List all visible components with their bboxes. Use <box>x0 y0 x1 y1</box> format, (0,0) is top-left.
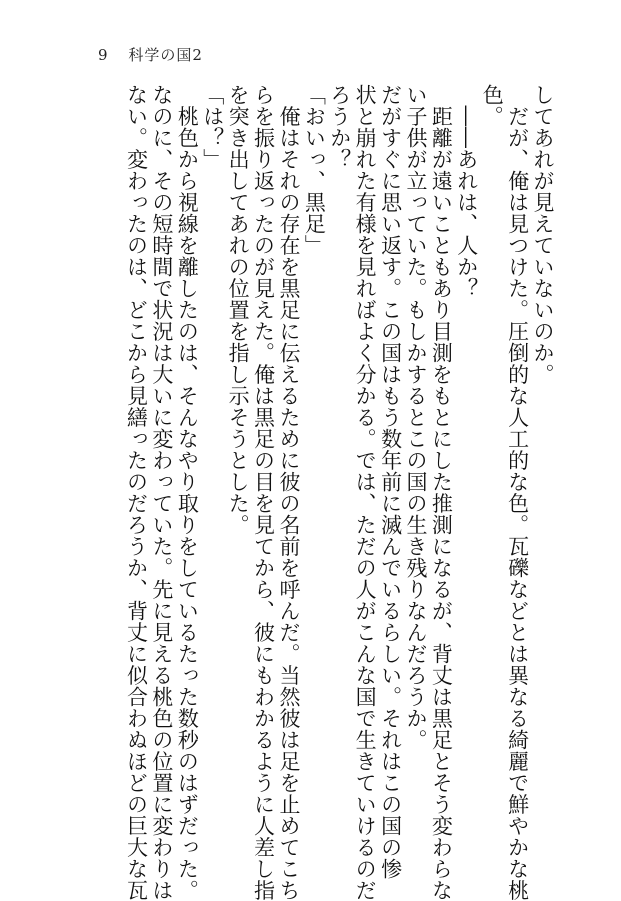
text-line-9: ろうか？ <box>327 84 352 170</box>
text-line-15: 桃色から視線を離したのは、そんなやり取りをしているたった数秒のはずだった。 <box>175 84 200 901</box>
text-line-8: 状と崩れた有様を見ればよく分かる。では、ただの人がこんな国で生きていけるのだ <box>353 84 378 901</box>
running-header <box>98 44 203 65</box>
text-line-13: を突き出してあれの位置を指し示そうとした。 <box>226 84 251 536</box>
text-line-11: 俺はそれの存在を黒足に伝えるために彼の名前を呼んだ。当然彼は足を止めてこち <box>276 84 301 901</box>
page-number: 9 <box>98 46 109 64</box>
text-line-12: らを振り返ったのが見えた。俺は黒足の目を見てから、彼にもわかるように人差し指 <box>251 84 276 901</box>
text-line-14: 「は？」 <box>200 84 225 170</box>
chapter-title: 科学の国2 <box>128 46 203 64</box>
text-line-3: 色。 <box>480 84 505 127</box>
text-line-17: ない。変わったのは、どこから見繕ったのだろうか、背丈に似合わぬほどの巨大な瓦 <box>124 84 149 901</box>
vertical-body-text <box>123 84 555 901</box>
text-line-2: だが、俺は見つけた。圧倒的な人工的な色。瓦礫などとは異なる綺麗で鮮やかな桃 <box>505 84 530 901</box>
text-line-16: なのに、その短時間で状況は大いに変わっていた。先に見える桃色の位置に変わりは <box>149 84 174 901</box>
text-line-4: ――あれは、人か？ <box>454 84 479 299</box>
text-line-7: だがすぐに思い返す。この国はもう数年前に滅んでいるらしい。それはこの国の惨 <box>378 84 403 880</box>
text-line-10: 「おいっ、黒足」 <box>302 84 327 256</box>
text-line-6: い子供が立っていた。もしかするとこの国の生き残りなんだろうか。 <box>403 84 428 751</box>
text-line-1: してあれが見えていないのか。 <box>531 84 555 385</box>
text-line-5: 距離が遠いこともあり目測をもとにした推測になるが、背丈は黒足とそう変わらな <box>429 84 454 901</box>
